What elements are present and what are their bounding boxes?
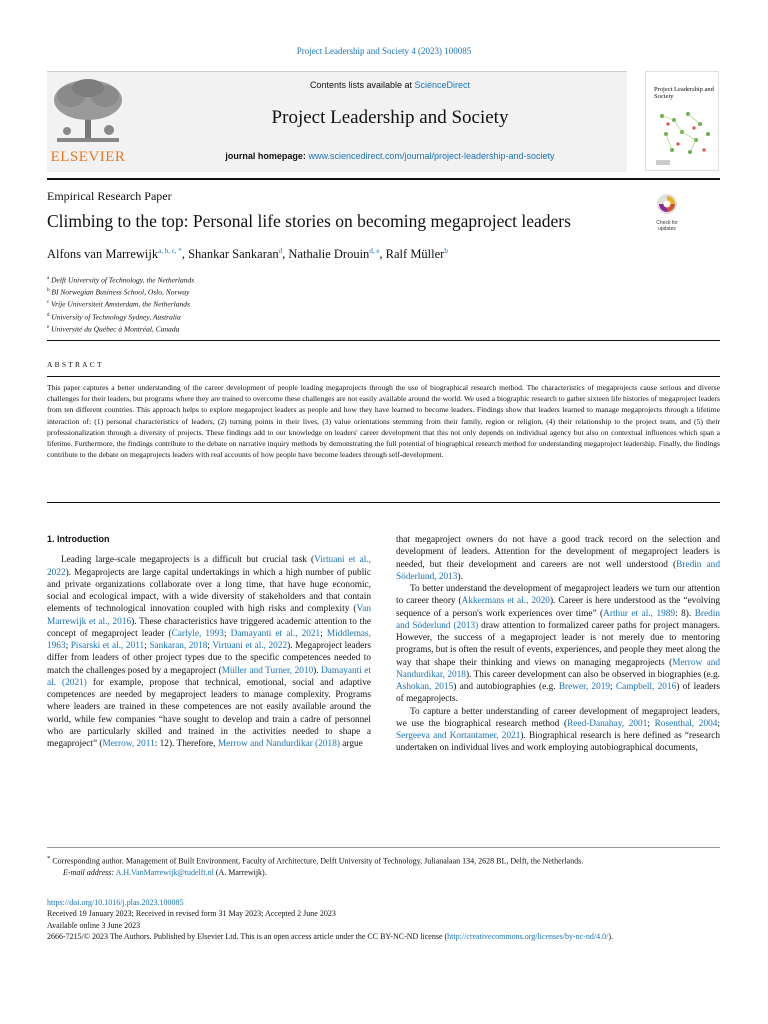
paragraph-text: ). This career development can also be observed in biographies (e.g. bbox=[465, 669, 720, 680]
masthead-rule bbox=[47, 178, 720, 180]
paragraph-text: : 8). bbox=[675, 608, 695, 619]
paragraph-text: ). These characteristics have triggered academic attention to the concept of megaproject leader ( bbox=[47, 616, 372, 639]
affiliation-item: $^c$ Vrije Universiteit Amsterdam, the Netherlands bbox=[47, 299, 190, 309]
paragraph-text: that megaproject owners do not have a good track record on the selection and development of leaders. Attention for the development of megaproject leaders is needed, but their development and careers are not well understood ( bbox=[396, 535, 720, 570]
paragraph-text: ). Biographical research is here defined as “research undertaken on individual lives and work employing autobiographical documents, bbox=[396, 731, 720, 754]
citation-link[interactable]: Virtuani et al., 2022 bbox=[47, 555, 371, 578]
citation-link[interactable]: Reed-Danahay, 2001 bbox=[567, 718, 648, 729]
citation-link[interactable]: Brewer, 2019 bbox=[558, 682, 611, 692]
sciencedirect-link[interactable]: ScienceDirect bbox=[414, 80, 471, 90]
check-updates-label-2: updates bbox=[658, 225, 676, 232]
citation-link[interactable]: Carlyle, 1993 bbox=[171, 628, 224, 639]
paragraph-text: ; bbox=[223, 628, 231, 639]
elsevier-tree-icon bbox=[49, 76, 127, 148]
citation-link[interactable]: Middlemas, 1963 bbox=[47, 628, 371, 651]
paragraph-text: ; bbox=[65, 641, 71, 651]
paragraph-text: ) and autobiographies (e.g. bbox=[453, 682, 559, 692]
citation-link[interactable]: Bredin and Söderlund (2013) bbox=[396, 608, 720, 631]
corresponding-author-footnote: * Corresponding author. Management of Built Environment, Faculty of Architecture, Delft University of Technology, Julianalaan 134, 2628 BL, Delft, the Netherlands. E-mail address: A.H.VanMarrewijk@tudelft.nl (A. Marrewijk). bbox=[47, 855, 584, 878]
cover-pattern-icon bbox=[652, 106, 716, 168]
paragraph-text: ; bbox=[717, 718, 720, 729]
author-affiliation-markers[interactable]: d, e bbox=[369, 247, 380, 255]
abstract-rule-top bbox=[47, 340, 720, 341]
doi-link[interactable]: https://doi.org/10.1016/j.plas.2023.100085 bbox=[47, 898, 184, 907]
paragraph-text: ). bbox=[313, 665, 322, 676]
citation-link[interactable]: Campbell, 2016 bbox=[615, 682, 677, 692]
check-updates-label-1: Check for bbox=[656, 220, 678, 226]
citation-link[interactable]: Damayanti et al. (2021) bbox=[47, 665, 372, 688]
paragraph-text: ). bbox=[457, 571, 463, 582]
author-affiliation-markers[interactable]: b bbox=[444, 247, 448, 255]
paragraph-text: : 12). Therefore, bbox=[154, 739, 218, 749]
paragraph-text: ; bbox=[320, 628, 327, 639]
citation-link[interactable]: Van Marrewijk et al., 2016 bbox=[47, 604, 371, 627]
paragraph-text: ; bbox=[610, 682, 616, 692]
citation-link[interactable]: Rosenthal, 2004 bbox=[654, 718, 718, 729]
author-affiliation-markers[interactable]: d bbox=[278, 247, 283, 255]
paragraph-text: ). Megaproject leaders differ from leaders of other project types due to the specific competences needed to match the challenges posed by a megaproject ( bbox=[47, 641, 371, 676]
body-paragraph bbox=[47, 554, 371, 750]
paragraph-text: for example, propose that technical, emotional, social and adaptive competences are needed by megaproject leaders to manage complexity. Programs where leaders are trained in these competences are not easily available around the world, while few companies “have sought to develop and train a cadre of personnel who are particularly skilled and trained in the activities needed to shape a megaproject” ( bbox=[47, 677, 371, 749]
article-type: Empirical Research Paper bbox=[47, 189, 172, 203]
abstract-text: This paper captures a better understanding of the career development of people leading megaprojects through the use of biographical research method. The characteristics of megaprojects cause serious and diverse challenges for their leaders, but programs where they are trained to overcome these challenges are not easily available around the world. We used a biographic research to gather sixteen life histories of megaproject leaders from ten different countries. This approach helps to explore megaproject leaders as people and how they have learned to become leaders. Findings show that leaders learned to manage megaprojects through a lifetime interaction of: (1) personal characteristics of leaders, (2) turning points in their lives, (3) value orientations stemming from their family, region or religion, (4) their relationship to the project team, and (5) their professionalization through a diversity of projects. These findings add to our knowledge on leaders' career development that this not only depends on individual agency but also on contextual influences which span a lifetime. Furthermore, the findings contribute to the debate on narrative inquiry methods by demonstrating the full potential of biographical research method for understanding megaproject leadership. Finally, the findings contribute to the debate on megaprojects leaders with real accounts of how people have become leaders through self-development. bbox=[47, 383, 720, 460]
paragraph-text: ). Megaprojects are large capital undertakings in which a high number of public and private organizations collaborate over a long time, that have huge economic, social and ecological impact, with a wide diversity of stakeholders and that contain elements of technological innovation coupled with high risks and complexity ( bbox=[47, 567, 371, 615]
elsevier-logo bbox=[49, 76, 127, 166]
paragraph-text: ; bbox=[144, 641, 150, 651]
abstract-rule-bottom bbox=[47, 502, 720, 503]
check-for-updates-button[interactable] bbox=[647, 193, 687, 233]
homepage-line: journal homepage: www.sciencedirect.com/journal/project-leadership-and-society bbox=[225, 151, 555, 161]
paragraph-text: ; bbox=[647, 718, 655, 729]
license-link[interactable]: http://creativecommons.org/licenses/by-nc-nd/4.0/ bbox=[447, 931, 609, 941]
citation-link[interactable]: Merrow and Nandurdikar (2018) bbox=[217, 739, 340, 749]
body-column-right bbox=[396, 534, 720, 755]
contents-line: Contents lists available at ScienceDirect bbox=[309, 80, 471, 90]
citation-link[interactable]: Ashokan, 2015 bbox=[396, 682, 454, 692]
affiliation-item: $^d$ University of Technology Sydney, Australia bbox=[47, 312, 181, 322]
cover-title: Project Leadership and Society bbox=[654, 86, 714, 100]
check-updates-icon bbox=[656, 193, 678, 215]
journal-homepage-link[interactable]: www.sciencedirect.com/journal/project-leadership-and-society bbox=[308, 151, 555, 161]
citation-link[interactable]: Pisarski et al., 2011 bbox=[70, 641, 145, 651]
affiliation-list bbox=[47, 274, 194, 335]
body-paragraph bbox=[396, 583, 720, 706]
citation-link[interactable]: Virtuani et al., 2022 bbox=[212, 641, 288, 651]
citation-link[interactable]: Müller and Turner, 2010 bbox=[221, 665, 314, 676]
journal-reference-link[interactable] bbox=[0, 46, 768, 56]
section-heading: 1. Introduction bbox=[47, 534, 110, 544]
license-line: 2666-7215/© 2023 The Authors. Published by Elsevier Ltd. This is an open access article under the CC BY-NC-ND license (http://creativecommons.org/licenses/by-nc-nd/4.0/). bbox=[47, 931, 613, 941]
available-online: Available online 3 June 2023 bbox=[47, 920, 141, 930]
body-column-left bbox=[47, 533, 371, 750]
citation-link[interactable]: Bredin and Söderlund, 2013 bbox=[396, 559, 720, 582]
footnote-rule bbox=[47, 847, 720, 848]
article-metadata bbox=[47, 897, 720, 942]
author: Alfons van Marrewijk bbox=[47, 247, 159, 262]
abstract-heading: ABSTRACT bbox=[47, 360, 104, 369]
citation-link[interactable]: Damayanti et al., 2021 bbox=[230, 628, 321, 639]
citation-link[interactable]: Akkermans et al., 2020 bbox=[461, 596, 550, 607]
article-title: Climbing to the top: Personal life stories on becoming megaproject leaders bbox=[47, 211, 571, 231]
journal-title: Project Leadership and Society bbox=[271, 107, 509, 128]
journal-cover-thumbnail[interactable] bbox=[645, 71, 719, 171]
author: Nathalie Drouin bbox=[288, 247, 370, 262]
citation-link[interactable]: Arthur et al., 1989 bbox=[603, 608, 676, 619]
affiliation-item: $^b$ BI Norwegian Business School, Oslo, Norway bbox=[47, 287, 190, 297]
author: Shankar Sankaran bbox=[188, 247, 279, 262]
author: Ralf Müller bbox=[385, 247, 445, 262]
author-list: Alfons van Marrewijk$^{a, b, c, *}$, Shankar Sankaran$^d$, Nathalie Drouin$^{d, e}$, Ralf Müller$^b$ bbox=[47, 247, 448, 262]
citation-link[interactable]: Sankaran, 2018 bbox=[149, 641, 208, 651]
body-paragraph bbox=[396, 534, 720, 583]
affiliation-item: $^e$ Université du Québec à Montréal, Canada bbox=[47, 324, 180, 334]
paragraph-text: To capture a better understanding of career development of megaproject leaders, we use the biographical research method ( bbox=[396, 706, 720, 729]
author-email-link[interactable]: A.H.VanMarrewijk@tudelft.nl bbox=[115, 868, 214, 878]
paragraph-text: draw attention to formalized career paths for project managers. However, the success of a megaproject leader is not merely due to mentoring programs, but is often the result of events, experiences, and people they meet along the way that shape their thinking and views on managing megaprojects ( bbox=[396, 620, 721, 668]
paragraph-text: ; bbox=[207, 641, 213, 651]
abstract-rule-mid bbox=[47, 376, 720, 377]
received-dates: Received 19 January 2023; Received in revised form 31 May 2023; Accepted 2 June 2023 bbox=[47, 909, 336, 919]
affiliation-item: $^a$ Delft University of Technology, the Netherlands bbox=[47, 275, 195, 285]
author-affiliation-markers[interactable]: a, b, c, * bbox=[158, 247, 182, 255]
paragraph-text: To better understand the development of megaproject leaders we turn our attention to career theory ( bbox=[396, 584, 720, 607]
paragraph-text: Leading large-scale megaprojects is a difficult but crucial task ( bbox=[61, 555, 315, 566]
citation-link[interactable]: Sergeeva and Kortantamer, 2021 bbox=[396, 731, 521, 741]
body-paragraph bbox=[396, 706, 720, 755]
paragraph-text: ) of leaders of megaprojects. bbox=[396, 682, 721, 705]
paragraph-text: argue bbox=[339, 739, 363, 749]
citation-link[interactable]: Merrow, 2011 bbox=[102, 739, 155, 749]
citation-link[interactable]: Merrow and Nandurdikar, 2018 bbox=[396, 657, 720, 680]
elsevier-wordmark: ELSEVIER bbox=[50, 149, 126, 165]
paragraph-text: ). Career is here understood as the “evolving sequence of a person's work experiences over time” ( bbox=[396, 596, 720, 619]
journal-reference[interactable]: Project Leadership and Society 4 (2023) 100085 bbox=[296, 46, 472, 56]
